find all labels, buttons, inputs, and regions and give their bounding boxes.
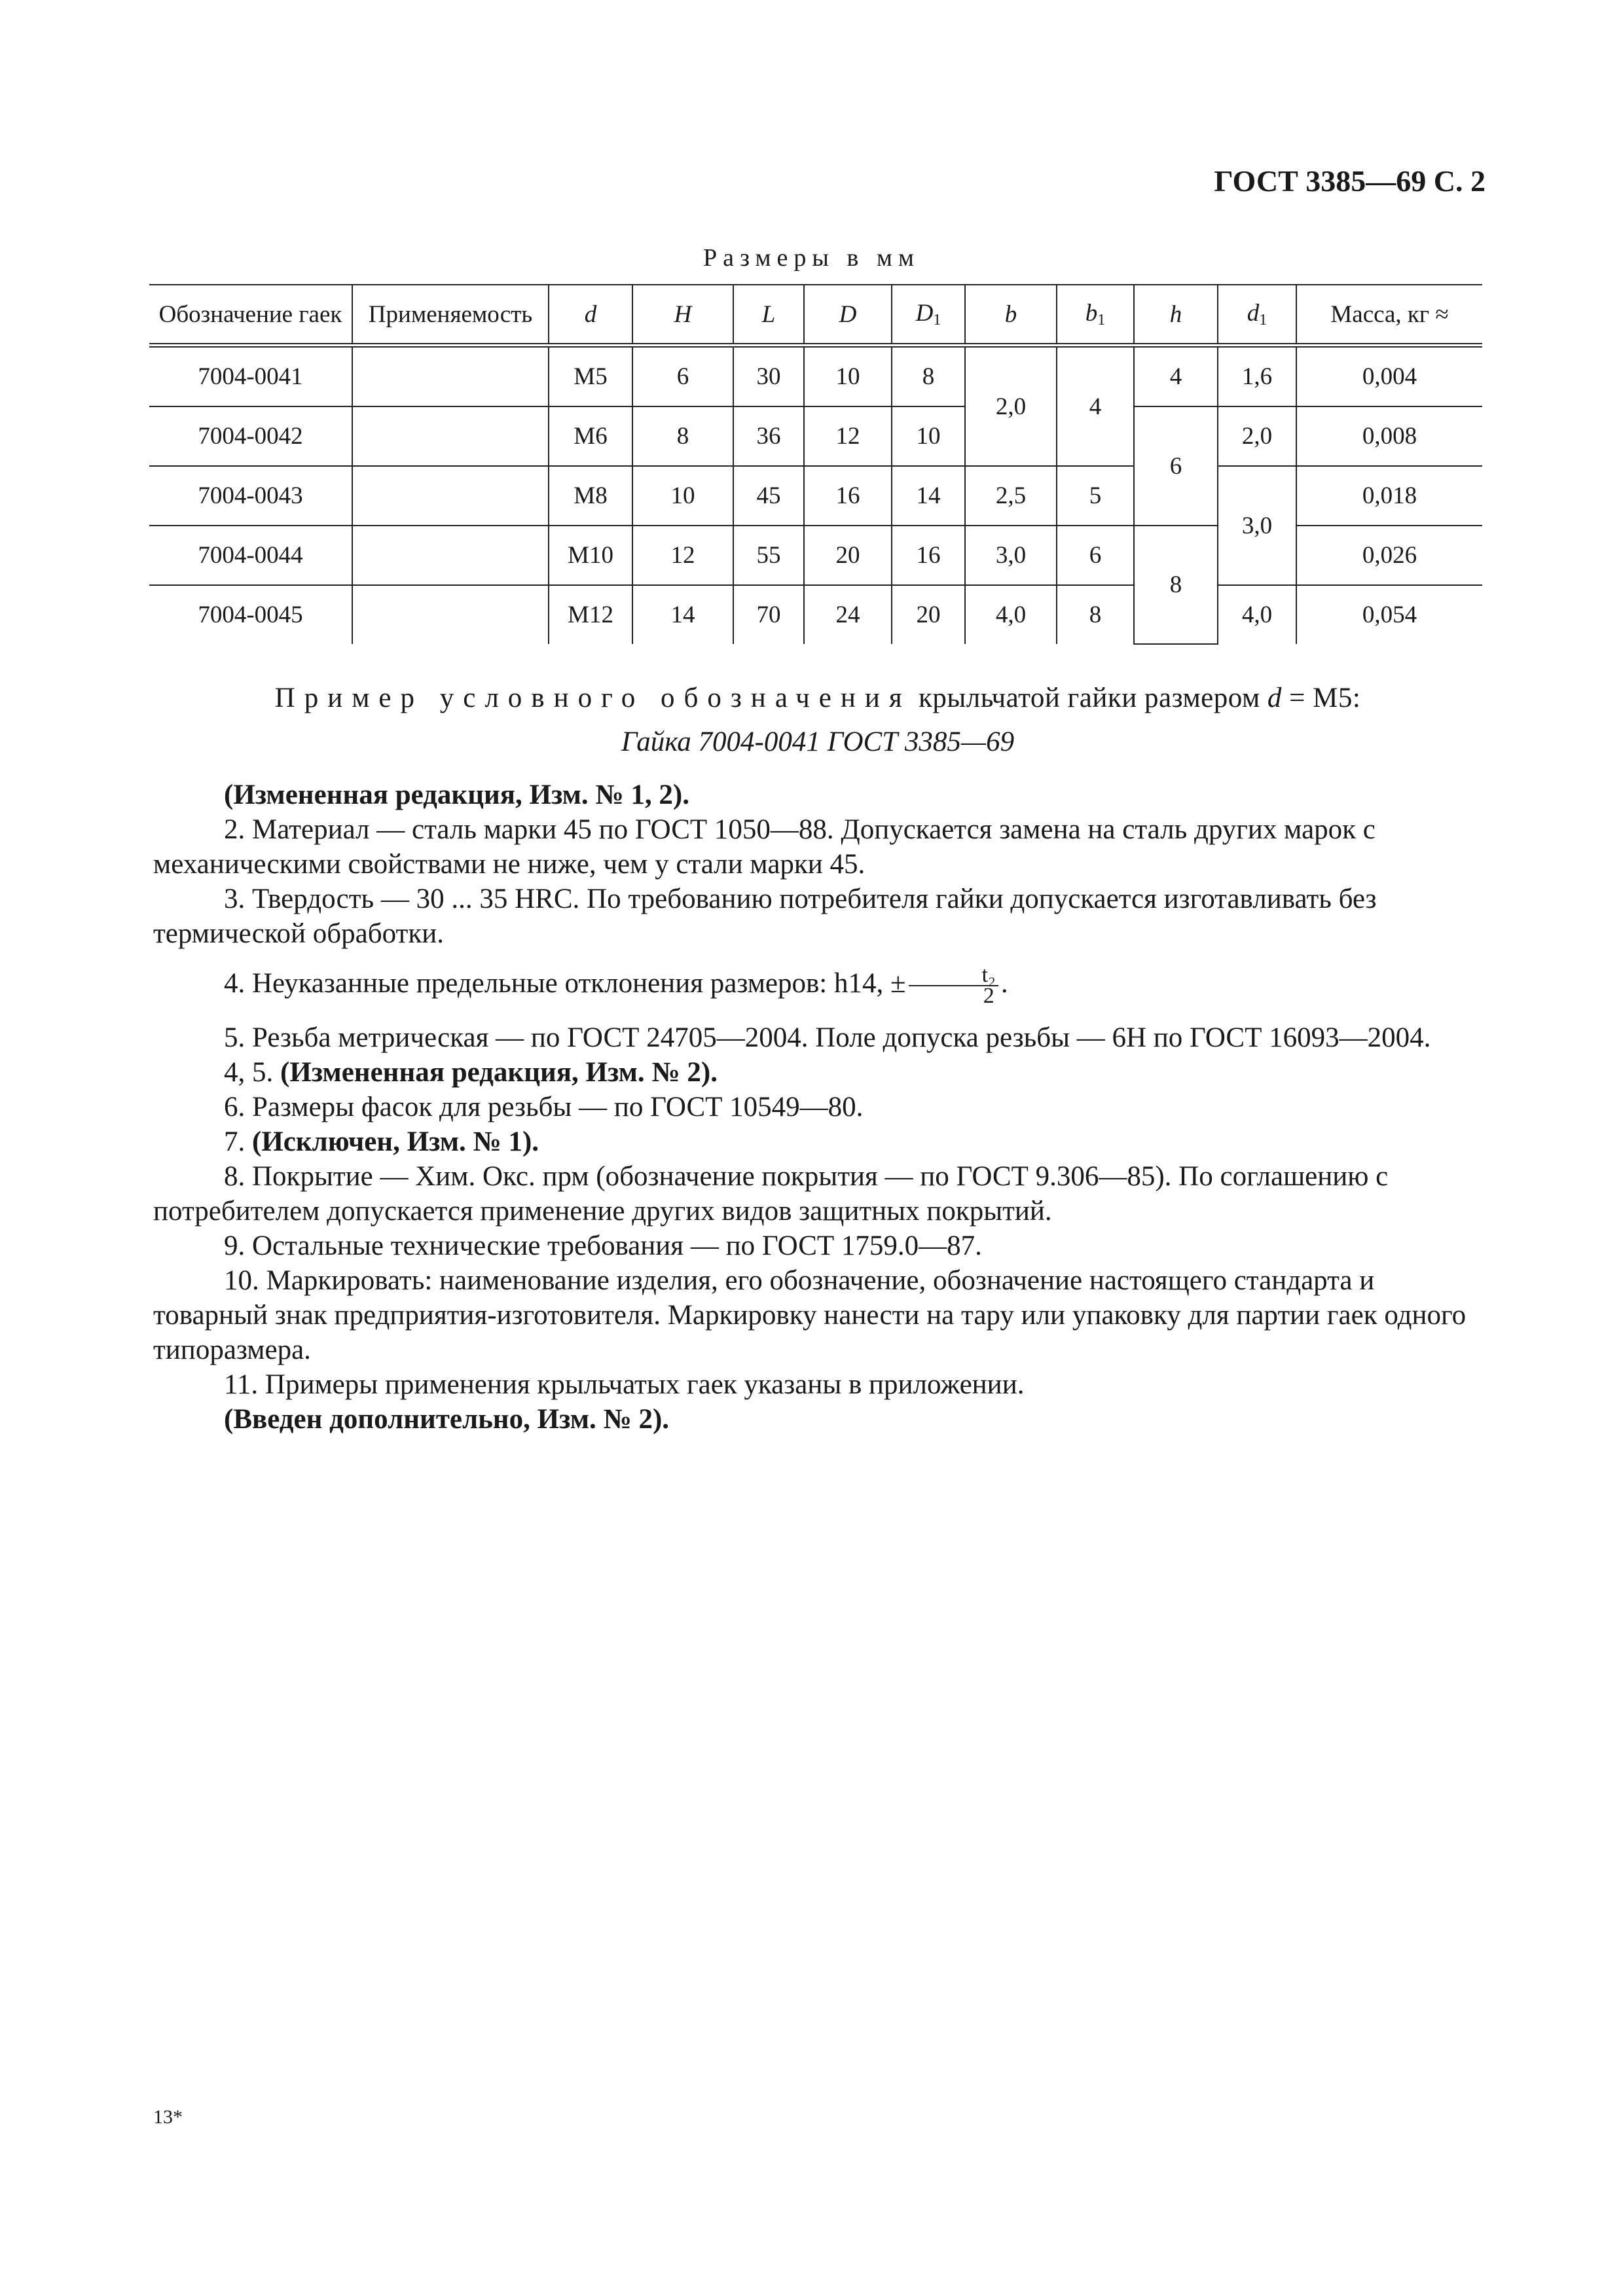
cell-b1: 4	[1057, 346, 1134, 467]
cell-usage	[352, 526, 549, 585]
cell-D: 16	[804, 466, 892, 526]
cell-b: 2,5	[965, 466, 1057, 526]
example-label: Пример условного обозначения	[274, 683, 911, 713]
clause-4-5-amendment: 4, 5. (Измененная редакция, Изм. № 2).	[224, 1057, 718, 1088]
clause-7: 7. (Исключен, Изм. № 1).	[224, 1126, 539, 1157]
clause-3: 3. Твердость — 30 ... 35 HRC. По требованию потребителя гайки допускается изготавливать без термической обработки.	[153, 884, 1377, 949]
table-row	[149, 585, 1482, 644]
cell-mass: 0,018	[1296, 466, 1482, 526]
clause-6: 6. Размеры фасок для резьбы — по ГОСТ 10549—80.	[224, 1092, 864, 1122]
table-row	[149, 466, 1482, 526]
cell-h: 4	[1134, 346, 1218, 407]
cell-H: 8	[632, 406, 733, 466]
header-h: h	[1134, 285, 1218, 346]
cell-mass: 0,026	[1296, 526, 1482, 585]
clause-11: 11. Примеры применения крыльчатых гаек указаны в приложении.	[224, 1369, 1025, 1400]
header-designation: Обозначение гаек	[149, 285, 352, 346]
dimensions-table	[149, 284, 1482, 645]
cell-D: 10	[804, 346, 892, 407]
cell-D: 12	[804, 406, 892, 466]
cell-b: 4,0	[965, 585, 1057, 644]
cell-L: 36	[733, 406, 804, 466]
cell-usage	[352, 346, 549, 407]
cell-D1: 8	[892, 346, 965, 407]
cell-d: M5	[549, 346, 632, 407]
cell-D1: 10	[892, 406, 965, 466]
header-d1: $d_1$	[1218, 285, 1296, 346]
header-b1: $b_1$	[1057, 285, 1134, 346]
clause-2: 2. Материал — сталь марки 45 по ГОСТ 1050—88. Допускается замена на сталь других марок с механическими свойствами не ниже, чем у стали марки 45.	[153, 814, 1376, 880]
example-designation: Гайка 7004-0041 ГОСТ 3385—69	[621, 726, 1015, 757]
header-d: d	[549, 285, 632, 346]
cell-d: M12	[549, 585, 632, 644]
page-header: ГОСТ 3385—69 С. 2	[1214, 164, 1486, 198]
body-text	[153, 681, 1482, 1437]
table-row	[149, 346, 1482, 407]
clause-10: 10. Маркировать: наименование изделия, его обозначение, обозначение настоящего стандарта и товарный знак предприятия-изготовителя. Маркировку нанести на тару или упаковку для партии гаек одного типоразмера.	[153, 1265, 1467, 1365]
cell-designation: 7004-0042	[149, 406, 352, 466]
table-row	[149, 406, 1482, 466]
cell-b1: 8	[1057, 585, 1134, 644]
cell-designation: 7004-0044	[149, 526, 352, 585]
header-usage: Применяемость	[352, 285, 549, 346]
cell-L: 30	[733, 346, 804, 407]
header-L: L	[733, 285, 804, 346]
example-eq: = M5:	[1289, 683, 1361, 713]
cell-D: 24	[804, 585, 892, 644]
cell-d1: 4,0	[1218, 585, 1296, 644]
clause-4: 4. Неуказанные предельные отклонения размеров: h14, ± $\frac{\text{t₂}}{2}$ .	[224, 963, 1008, 1008]
header-D: D	[804, 285, 892, 346]
cell-L: 45	[733, 466, 804, 526]
cell-designation: 7004-0045	[149, 585, 352, 644]
cell-L: 70	[733, 585, 804, 644]
cell-usage	[352, 406, 549, 466]
cell-d: M6	[549, 406, 632, 466]
amendment-note: (Измененная редакция, Изм. № 1, 2).	[224, 780, 689, 810]
cell-d1: 1,6	[1218, 346, 1296, 407]
cell-D1: 14	[892, 466, 965, 526]
cell-mass: 0,054	[1296, 585, 1482, 644]
header-D1: $D_1$	[892, 285, 965, 346]
page-footer: 13*	[153, 2106, 183, 2128]
cell-b: 3,0	[965, 526, 1057, 585]
header-mass: Масса, кг ≈	[1296, 285, 1482, 346]
cell-H: 12	[632, 526, 733, 585]
cell-d: M8	[549, 466, 632, 526]
example-text: крыльчатой гайки размером	[918, 683, 1260, 713]
example-line	[153, 681, 1482, 715]
clause-8: 8. Покрытие — Хим. Окс. прм (обозначение покрытия — по ГОСТ 9.306—85). По соглашению с потребителем допускается применение других видов защитных покрытий.	[153, 1161, 1389, 1227]
fraction: $\frac{\text{t₂}}{2}$	[909, 965, 998, 1006]
cell-D1: 16	[892, 526, 965, 585]
cell-D1: 20	[892, 585, 965, 644]
cell-designation: 7004-0041	[149, 346, 352, 407]
header-H: H	[632, 285, 733, 346]
table-header-row	[149, 285, 1482, 346]
header-b: b	[965, 285, 1057, 346]
cell-h: 6	[1134, 406, 1218, 526]
clause-5: 5. Резьба метрическая — по ГОСТ 24705—2004. Поле допуска резьбы — 6H по ГОСТ 16093—2004.	[224, 1022, 1431, 1053]
cell-L: 55	[733, 526, 804, 585]
cell-d1: 3,0	[1218, 466, 1296, 585]
cell-d: M10	[549, 526, 632, 585]
cell-D: 20	[804, 526, 892, 585]
cell-mass: 0,008	[1296, 406, 1482, 466]
cell-b: 2,0	[965, 346, 1057, 467]
clause-9: 9. Остальные технические требования — по ГОСТ 1759.0—87.	[224, 1230, 982, 1261]
cell-b1: 6	[1057, 526, 1134, 585]
table-caption: Размеры в мм	[703, 244, 920, 272]
amendment-note: (Введен дополнительно, Изм. № 2).	[224, 1404, 670, 1435]
cell-H: 6	[632, 346, 733, 407]
cell-d1: 2,0	[1218, 406, 1296, 466]
example-var: d	[1267, 683, 1282, 713]
cell-usage	[352, 466, 549, 526]
cell-h: 8	[1134, 526, 1218, 644]
cell-H: 14	[632, 585, 733, 644]
cell-mass: 0,004	[1296, 346, 1482, 407]
cell-b1: 5	[1057, 466, 1134, 526]
cell-H: 10	[632, 466, 733, 526]
cell-designation: 7004-0043	[149, 466, 352, 526]
cell-usage	[352, 585, 549, 644]
